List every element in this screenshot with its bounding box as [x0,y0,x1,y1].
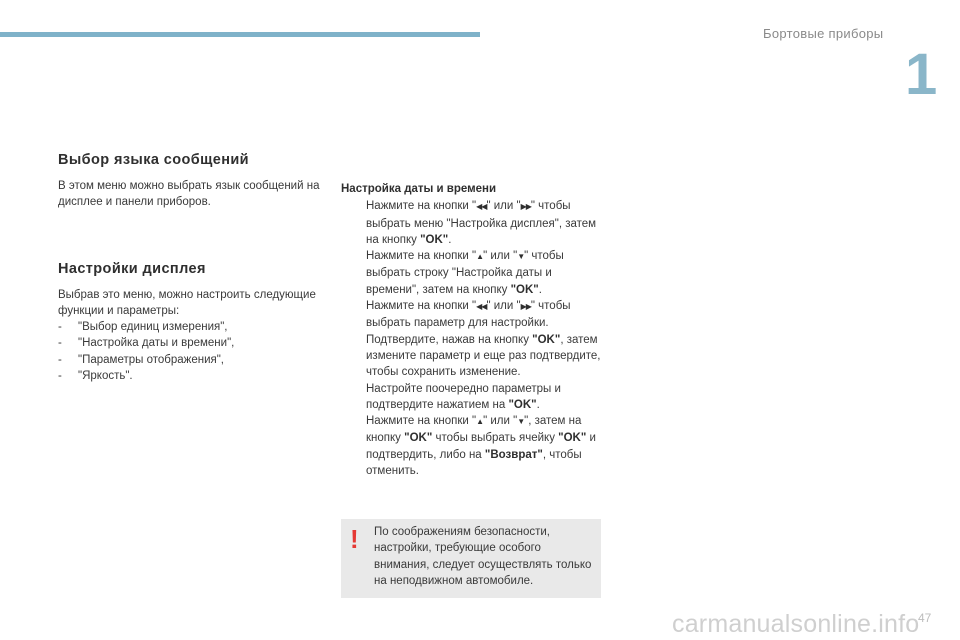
section-display-title: Настройки дисплея [58,260,206,277]
step-text: " или " [483,415,518,428]
list-item [58,335,328,351]
list-bullet: - [58,370,62,383]
header-accent-bar [0,32,480,37]
step-text: и подтвердить, либо на [366,432,596,461]
watermark-text: carmanualsonline.info [672,610,920,638]
step-text: " или " [486,300,521,313]
section-language-title: Выбор языка сообщений [58,152,249,168]
ok-button-label: "OK" [404,432,433,445]
page-number: 47 [918,611,932,625]
step-text: Нажмите на кнопки " [366,300,477,313]
ok-button-label: "OK" [532,333,561,346]
list-item-text: "Настройка даты и времени", [78,337,235,350]
step-text: . [448,233,452,246]
list-bullet: - [58,337,62,350]
step-text: , затем измените параметр и еще раз подтвердите, чтобы сохранить изменение. [366,333,601,379]
double-right-arrow-icon: ▶▶ [520,302,531,312]
step-text: " или " [486,200,521,213]
double-left-arrow-icon: ◀◀ [476,202,487,212]
double-left-arrow-icon: ◀◀ [476,302,487,312]
list-item [58,368,328,384]
right-column [341,181,601,479]
chapter-title: Бортовые приборы [763,26,884,41]
step-text: чтобы выбрать ячейку [432,432,559,445]
step-item [341,198,601,248]
exclamation-icon: ! [350,524,359,554]
step-text: " чтобы выбрать параметр для настройки. Подтвердите, нажав на кнопку [366,300,571,346]
step-text: Нажмите на кнопки " [366,250,477,263]
warning-text: По соображениям безопасности, настройки, требующие особого внимания, следует осуществлять только на неподвижном автомобиле. [374,526,592,587]
list-item [58,319,328,335]
step-text: Нажмите на кнопки " [366,200,477,213]
step-text: . [536,398,540,411]
down-arrow-icon: ▼ [517,252,525,262]
down-arrow-icon: ▼ [517,417,525,427]
ok-button-label: "OK" [510,283,539,296]
section-display-settings [58,261,328,385]
safety-warning-box [341,519,601,598]
step-text: , чтобы отменить. [366,448,582,478]
left-column [58,152,328,384]
list-item-text: "Выбор единиц измерения", [78,321,228,334]
ok-button-label: "OK" [508,398,537,411]
step-text: . [538,283,542,296]
double-right-arrow-icon: ▶▶ [520,202,531,212]
list-item-text: "Параметры отображения", [78,353,225,366]
datetime-title: Настройка даты и времени [341,183,497,195]
step-text: " чтобы выбрать строку "Настройка даты и времени", затем на кнопку [366,250,564,296]
section-language-text: В этом меню можно выбрать язык сообщений на дисплее и панели приборов. [58,180,320,209]
display-settings-list [58,319,328,384]
up-arrow-icon: ▲ [476,252,484,262]
up-arrow-icon: ▲ [476,417,484,427]
datetime-steps [341,198,601,479]
ok-button-label: "OK" [420,233,449,246]
list-bullet: - [58,321,62,334]
step-item [341,248,601,298]
chapter-number: 1 [905,42,938,107]
back-button-label: "Возврат" [484,448,543,461]
step-text: " чтобы выбрать меню "Настройка дисплея", затем на кнопку [366,200,597,246]
section-display-intro: Выбрав это меню, можно настроить следующие функции и параметры: [58,288,316,317]
step-item [341,413,601,479]
step-item [341,298,601,380]
list-item-text: "Яркость". [78,370,133,383]
step-text: ", затем на кнопку [366,415,582,445]
list-bullet: - [58,353,62,366]
step-text: " или " [483,250,518,263]
list-item [58,352,328,368]
step-item [341,381,601,414]
section-language [58,152,328,211]
step-text: Настройте поочередно параметры и подтвердите нажатием на [366,382,561,411]
step-text: Нажмите на кнопки " [366,415,477,428]
ok-cell-label: "OK" [558,432,587,445]
